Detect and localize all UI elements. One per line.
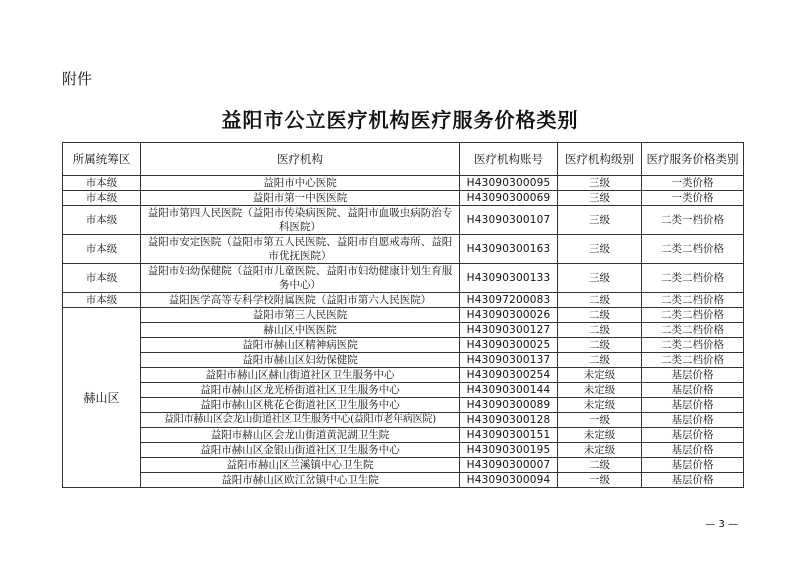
cell-institution: 益阳市第一中医医院: [141, 191, 460, 206]
table-row: [63, 323, 744, 338]
cell-institution: 益阳市赫山区会龙山街道社区卫生服务中心(益阳市老年病医院): [141, 413, 460, 428]
cell-price-category: 二类二档价格: [642, 235, 744, 264]
table-row: [63, 428, 744, 443]
cell-price-category: 二类二档价格: [642, 308, 744, 323]
table-row: [63, 235, 744, 264]
cell-price-category: 基层价格: [642, 473, 744, 488]
cell-level: 二级: [558, 308, 642, 323]
cell-account: H43090300151: [460, 428, 558, 443]
table-row: [63, 308, 744, 323]
cell-level: 一级: [558, 473, 642, 488]
cell-price-category: 一类价格: [642, 176, 744, 191]
table-row: [63, 383, 744, 398]
document-title: 益阳市公立医疗机构医疗服务价格类别: [221, 108, 579, 132]
cell-price-category: 基层价格: [642, 443, 744, 458]
cell-price-category: 二类二档价格: [642, 338, 744, 353]
table-row: [63, 293, 744, 308]
cell-level: 三级: [558, 264, 642, 293]
cell-price-category: 基层价格: [642, 383, 744, 398]
table-row: [63, 398, 744, 413]
cell-district: 市本级: [63, 264, 141, 293]
cell-account: H43090300144: [460, 383, 558, 398]
cell-district-merged: 赫山区: [63, 308, 141, 488]
cell-institution: 益阳市赫山区桃花仑街道社区卫生服务中心: [141, 398, 460, 413]
cell-account: H43090300107: [460, 206, 558, 235]
header-district: 所属统筹区: [63, 143, 141, 176]
cell-price-category: 二类二档价格: [642, 293, 744, 308]
cell-account: H43090300133: [460, 264, 558, 293]
table-row: [63, 368, 744, 383]
cell-price-category: 基层价格: [642, 413, 744, 428]
cell-account: H43090300254: [460, 368, 558, 383]
cell-account: H43090300069: [460, 191, 558, 206]
table-row: [63, 413, 744, 428]
cell-institution: 益阳市中心医院: [141, 176, 460, 191]
cell-institution: 益阳市安定医院（益阳市第五人民医院、益阳市自愿戒毒所、益阳市优抚医院）: [141, 235, 460, 264]
cell-level: 二级: [558, 458, 642, 473]
table-row: [63, 206, 744, 235]
table-row: [63, 338, 744, 353]
cell-institution: 益阳市赫山区妇幼保健院: [141, 353, 460, 368]
cell-account: H43090300195: [460, 443, 558, 458]
cell-account: H43090300163: [460, 235, 558, 264]
cell-institution: 益阳市赫山区赫山街道社区卫生服务中心: [141, 368, 460, 383]
attachment-label: 附件: [62, 70, 93, 88]
cell-account: H43090300094: [460, 473, 558, 488]
page-number: — 3 —: [705, 519, 738, 530]
cell-price-category: 基层价格: [642, 428, 744, 443]
cell-account: H43090300025: [460, 338, 558, 353]
cell-price-category: 基层价格: [642, 368, 744, 383]
cell-level: 三级: [558, 176, 642, 191]
table-header-row: [63, 143, 744, 176]
cell-institution: 益阳医学高等专科学校附属医院（益阳市第六人民医院）: [141, 293, 460, 308]
cell-district: 市本级: [63, 293, 141, 308]
cell-price-category: 二类一档价格: [642, 206, 744, 235]
cell-district: 市本级: [63, 191, 141, 206]
cell-level: 三级: [558, 191, 642, 206]
cell-price-category: 二类二档价格: [642, 353, 744, 368]
cell-account: H43090300089: [460, 398, 558, 413]
cell-institution: 益阳市赫山区会龙山街道黄泥湖卫生院: [141, 428, 460, 443]
cell-account: H43090300095: [460, 176, 558, 191]
cell-district: 市本级: [63, 206, 141, 235]
cell-institution: 益阳市第四人民医院（益阳市传染病医院、益阳市血吸虫病防治专科医院）: [141, 206, 460, 235]
cell-price-category: 一类价格: [642, 191, 744, 206]
cell-institution: 益阳市第三人民医院: [141, 308, 460, 323]
table-row: [63, 458, 744, 473]
cell-level: 一级: [558, 413, 642, 428]
cell-institution: 益阳市赫山区龙光桥街道社区卫生服务中心: [141, 383, 460, 398]
cell-account: H43090300127: [460, 323, 558, 338]
cell-price-category: 基层价格: [642, 398, 744, 413]
cell-institution: 益阳市妇幼保健院（益阳市儿童医院、益阳市妇幼健康计划生育服务中心）: [141, 264, 460, 293]
cell-district: 市本级: [63, 235, 141, 264]
header-price-category: 医疗服务价格类别: [642, 143, 744, 176]
header-level: 医疗机构级别: [558, 143, 642, 176]
table-row: [63, 473, 744, 488]
cell-institution: 益阳市赫山区欧江岔镇中心卫生院: [141, 473, 460, 488]
cell-district: 市本级: [63, 176, 141, 191]
table-row: [63, 264, 744, 293]
cell-level: 二级: [558, 323, 642, 338]
cell-account: H43090300128: [460, 413, 558, 428]
header-institution: 医疗机构: [141, 143, 460, 176]
table-row: [63, 176, 744, 191]
cell-level: 未定级: [558, 368, 642, 383]
header-account: 医疗机构账号: [460, 143, 558, 176]
cell-level: 三级: [558, 235, 642, 264]
cell-level: 二级: [558, 353, 642, 368]
table-row: [63, 443, 744, 458]
cell-institution: 益阳市赫山区精神病医院: [141, 338, 460, 353]
cell-account: H43090300007: [460, 458, 558, 473]
cell-level: 三级: [558, 206, 642, 235]
cell-account: H43097200083: [460, 293, 558, 308]
cell-level: 未定级: [558, 428, 642, 443]
price-category-table: [62, 142, 744, 488]
cell-account: H43090300026: [460, 308, 558, 323]
cell-account: H43090300137: [460, 353, 558, 368]
cell-price-category: 二类二档价格: [642, 264, 744, 293]
cell-level: 未定级: [558, 383, 642, 398]
cell-level: 未定级: [558, 398, 642, 413]
cell-institution: 益阳市赫山区兰溪镇中心卫生院: [141, 458, 460, 473]
cell-level: 未定级: [558, 443, 642, 458]
cell-institution: 赫山区中医医院: [141, 323, 460, 338]
cell-price-category: 基层价格: [642, 458, 744, 473]
table-row: [63, 191, 744, 206]
cell-level: 二级: [558, 338, 642, 353]
cell-level: 二级: [558, 293, 642, 308]
cell-price-category: 二类二档价格: [642, 323, 744, 338]
table-row: [63, 353, 744, 368]
cell-institution: 益阳市赫山区金银山街道社区卫生服务中心: [141, 443, 460, 458]
